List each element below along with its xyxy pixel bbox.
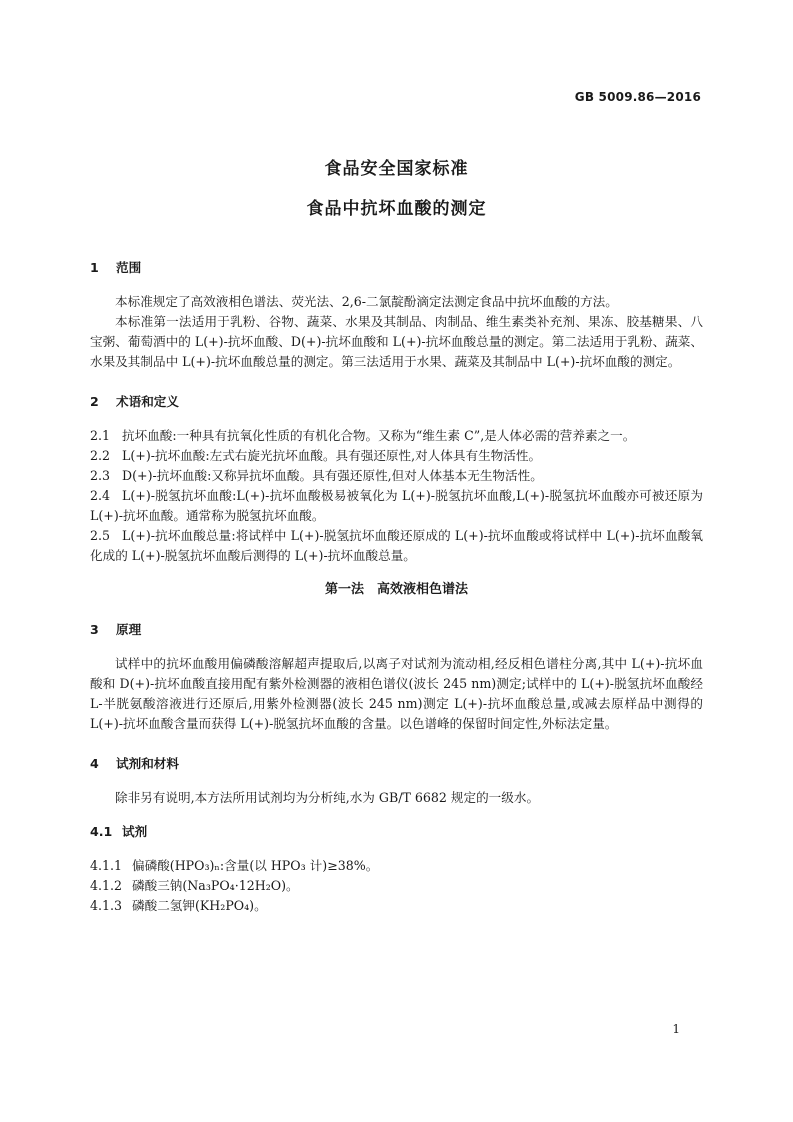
page-number: 1 xyxy=(672,1022,680,1036)
item-number: 4.1.2 xyxy=(90,878,123,893)
paragraph: 本标准第一法适用于乳粉、谷物、蔬菜、水果及其制品、肉制品、维生素类补充剂、果冻、胶基糖果、八宝粥、葡萄酒中的 L(+)-抗坏血酸、D(+)-抗坏血酸和 L(+)-抗坏血酸总量的测定。第二法适用于乳粉、蔬菜、水果及其制品中 L(+)-抗坏血酸总量的测定。第三法适用于水果、蔬菜及其制品中 L(+)-抗坏血酸的测定。 xyxy=(90,314,703,369)
item-number: 4.1.3 xyxy=(90,898,123,913)
section-title: 原理 xyxy=(116,622,142,637)
subsection-heading xyxy=(90,822,703,842)
item-text: L(+)-抗坏血酸总量:将试样中 L(+)-脱氢抗坏血酸还原成的 L(+)-抗坏血酸或将试样中 L(+)-抗坏血酸氧化成的 L(+)-脱氢抗坏血酸后测得的 L(+)-抗坏血酸总量。 xyxy=(90,528,703,563)
item-number: 2.1 xyxy=(90,428,111,443)
document-body xyxy=(90,258,703,916)
section-number: 2 xyxy=(90,394,99,409)
reagent-item xyxy=(90,856,703,876)
item-text: 抗坏血酸:一种具有抗氧化性质的有机化合物。又称为“维生素 C”,是人体必需的营养素之一。 xyxy=(122,428,636,443)
subsection-title: 试剂 xyxy=(122,824,148,839)
item-text: 偏磷酸(HPO₃)ₙ:含量(以 HPO₃ 计)≥38%。 xyxy=(132,858,379,873)
item-text: L(+)-脱氢抗坏血酸:L(+)-抗坏血酸极易被氧化为 L(+)-脱氢抗坏血酸,L(+)-脱氢抗坏血酸亦可被还原为 L(+)-抗坏血酸。通常称为脱氢抗坏血酸。 xyxy=(90,488,703,523)
item-text: L(+)-抗坏血酸:左式右旋光抗坏血酸。具有强还原性,对人体具有生物活性。 xyxy=(122,448,542,463)
section-number: 3 xyxy=(90,622,99,637)
reagent-item xyxy=(90,876,703,896)
definition-item xyxy=(90,446,703,466)
definition-item xyxy=(90,526,703,566)
item-text: 磷酸二氢钾(KH₂PO₄)。 xyxy=(132,898,267,913)
section-number: 4 xyxy=(90,756,99,771)
paragraph: 本标准规定了高效液相色谱法、荧光法、2,6-二氯靛酚滴定法测定食品中抗坏血酸的方法。 xyxy=(115,294,618,309)
paragraph: 试样中的抗坏血酸用偏磷酸溶解超声提取后,以离子对试剂为流动相,经反相色谱柱分离,其中 L(+)-抗坏血酸和 D(+)-抗坏血酸直接用配有紫外检测器的液相色谱仪(波长 245 nm)测定;试样中的 L(+)-脱氢抗坏血酸经 L-半胱氨酸溶液进行还原后,用紫外检测器(波长 245 nm)测定 L(+)-抗坏血酸总量,或减去原样品中测得的 L(+)-抗坏血酸含量而获得 L(+)-脱氢抗坏血酸的含量。以色谱峰的保留时间定性,外标法定量。 xyxy=(90,656,703,731)
item-number: 4.1.1 xyxy=(90,858,123,873)
subsection-number: 4.1 xyxy=(90,824,113,839)
section-3-heading xyxy=(90,620,703,640)
definition-item xyxy=(90,426,703,446)
item-text: 磷酸三钠(Na₃PO₄·12H₂O)。 xyxy=(132,878,299,893)
method-heading: 第一法 高效液相色谱法 xyxy=(324,582,468,597)
document-subtitle: 食品中抗坏血酸的测定 xyxy=(306,199,487,219)
paragraph: 除非另有说明,本方法所用试剂均为分析纯,水为 GB/T 6682 规定的一级水。 xyxy=(115,790,540,805)
section-2-heading xyxy=(90,392,703,412)
item-number: 2.3 xyxy=(90,468,111,483)
section-title: 试剂和材料 xyxy=(116,756,179,771)
item-number: 2.4 xyxy=(90,488,111,503)
item-number: 2.2 xyxy=(90,448,111,463)
section-title: 范围 xyxy=(116,260,142,275)
section-1-heading xyxy=(90,258,703,278)
document-title: 食品安全国家标准 xyxy=(324,159,469,179)
reagent-item xyxy=(90,896,703,916)
section-4-heading xyxy=(90,754,703,774)
standard-code: GB 5009.86—2016 xyxy=(574,90,701,104)
section-title: 术语和定义 xyxy=(116,394,179,409)
section-number: 1 xyxy=(90,260,99,275)
item-number: 2.5 xyxy=(90,528,111,543)
definition-item xyxy=(90,486,703,526)
definition-item xyxy=(90,466,703,486)
item-text: D(+)-抗坏血酸:又称异抗坏血酸。具有强还原性,但对人体基本无生物活性。 xyxy=(122,468,543,483)
